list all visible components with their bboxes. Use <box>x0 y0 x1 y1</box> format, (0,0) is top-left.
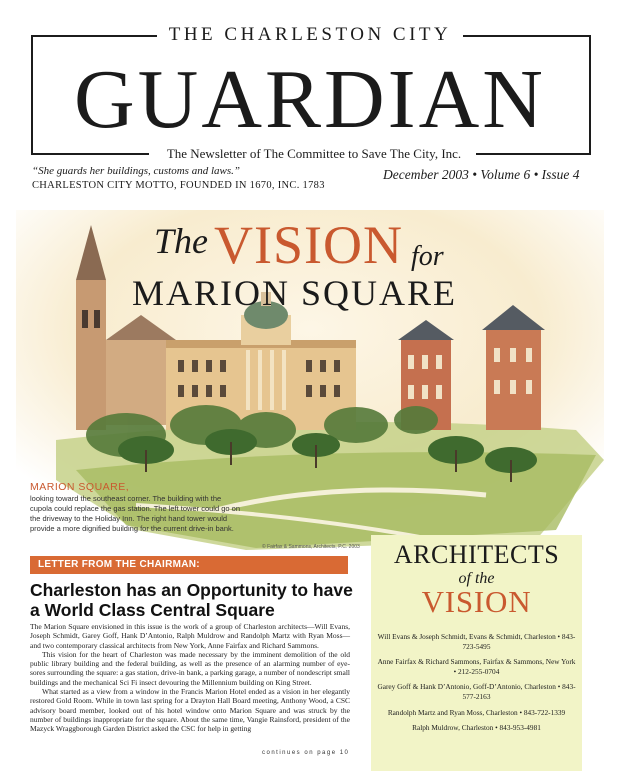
hero-title-vision: VISION <box>214 215 403 275</box>
illustration-credit: © Fairfax & Sammons, Architects, P.C. 2003 <box>262 544 360 550</box>
masthead-subtitle: The Newsletter of The Committee to Save The City, Inc. <box>166 146 462 161</box>
article-paragraph-3: What started as a view from a window in the Francis Marion Hotel ended as a vision in her elegantly restored Gold Room. While in town last spring for a Drayton Hall Board meeting, Anthony Wood, a CSC advisory board member, looked out of his hotel window onto Marion Square and was struck by the number of buildings inappropriate for the square. About the same time, Vangie Rainsford, president of the Mazyck Wraggborough Garden District asked the CSC for help in getting <box>30 687 350 734</box>
masthead-title: GUARDIAN <box>74 53 546 146</box>
article-paragraph-2: This vision for the heart of Charleston was made necessary by the imminent demolition of the old public library building and the federal building, as well as the presence of an alarming number of eye-sores surrounding the square: a gas station, drive-in bank, a parking garage, a number of nondescript small buildings and the mechanical Sci Fi insect devouring the Millennium building on King Street. <box>30 649 350 687</box>
article-headline: Charleston has an Opportunity to have a World Class Central Square <box>30 580 353 620</box>
masthead-rule-right <box>476 153 591 155</box>
letter-banner-label: LETTER FROM THE CHAIRMAN: <box>38 559 200 570</box>
masthead-rule-left <box>31 153 149 155</box>
issue-info: December 2003 • Volume 6 • Issue 4 <box>383 167 580 182</box>
continues-note: continues on page 10 <box>262 750 350 756</box>
masthead-top-text: THE CHARLESTON CITY <box>157 24 464 45</box>
motto-line: CHARLESTON CITY MOTTO, FOUNDED IN 1670, INC. 1783 <box>32 180 325 191</box>
motto-quote: “She guards her buildings, customs and laws.” <box>32 165 241 177</box>
caption-body: looking toward the southeast corner. The building with the cupola could replace the gas station. The left tower could go on the driveway to the Holiday Inn. The right hand tower would provide a more dignified building for the current drive-in bank. <box>30 494 240 533</box>
hero-title-the: The <box>154 221 208 261</box>
architect-entry: Garey Goff & Hank D’Antonio, Goff-D’Antonio, Charleston • 843-577-2163 <box>377 682 576 701</box>
article-body <box>30 622 350 734</box>
architect-entry: Randolph Martz and Ryan Moss, Charleston • 843-722-1339 <box>387 707 566 717</box>
architects-title: ARCHITECTS <box>393 540 560 569</box>
architect-entry: Anne Fairfax & Richard Sammons, Fairfax & Sammons, New York • 212-255-0704 <box>377 657 576 676</box>
architect-entry: Ralph Muldrow, Charleston • 843-953-4981 <box>412 723 541 733</box>
hero-title-marion-square: MARION SQUARE <box>132 273 458 313</box>
article-paragraph-1: The Marion Square envisioned in this issue is the work of a group of Charleston architects—Will Evans, Joseph Schmidt, Garey Goff, Hank D’Antonio, Ralph Muldrow and Randolph Martz with Ryan Moss—and two contemporary classical architects from New York, Anne Fairfax and Richard Sammons. <box>30 622 350 650</box>
hero-title-for: for <box>411 241 444 272</box>
architects-title-of-the: of the <box>458 570 495 587</box>
architects-title-vision: VISION <box>421 584 532 619</box>
architect-entry: Will Evans & Joseph Schmidt, Evans & Schmidt, Charleston • 843-723-5495 <box>377 632 576 651</box>
masthead-top <box>0 24 620 46</box>
caption-title: MARION SQUARE, <box>30 481 130 493</box>
architects-list <box>376 632 577 739</box>
